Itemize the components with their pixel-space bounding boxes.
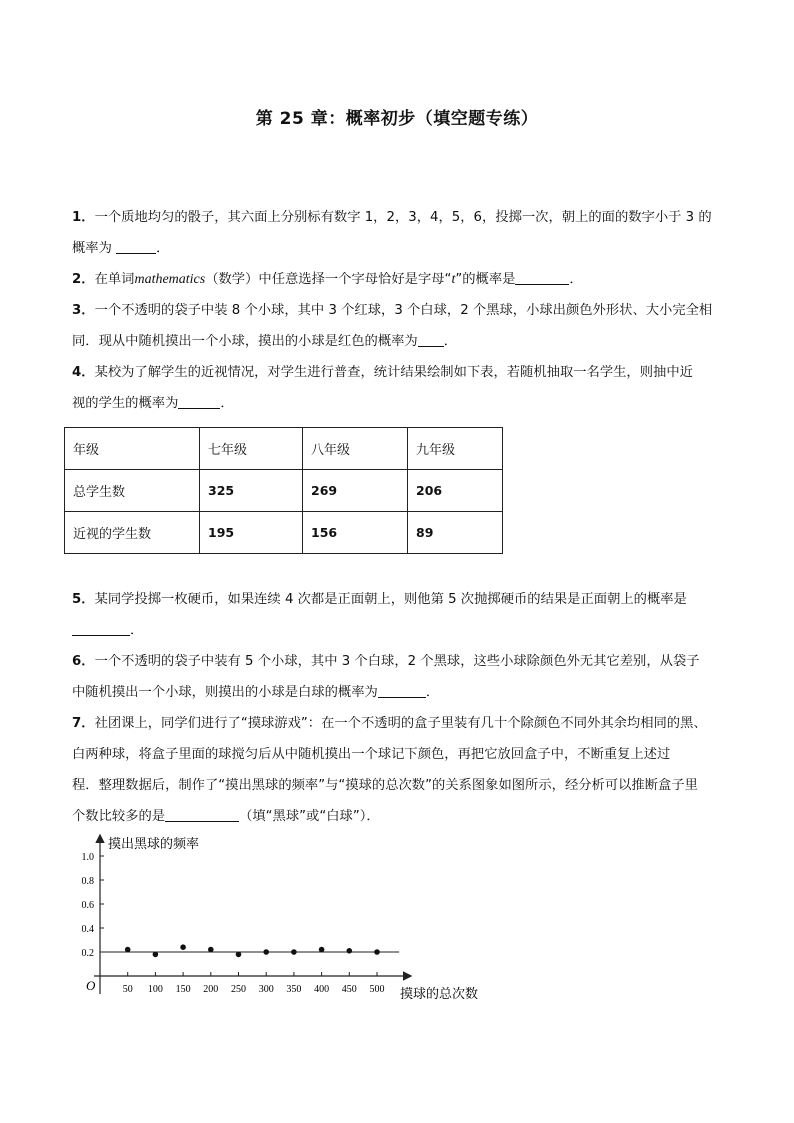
question-text: ． [443,334,458,349]
x-axis-label: 摸球的总次数 [400,986,479,1001]
question-text: 视的学生的概率为 [72,396,179,411]
question-text: 一个质地均匀的骰子，其六面上分别标有数字 1，2，3，4，5，6，投掷一次，朝上的面的数字小于 3 的 [94,210,712,225]
y-tick-label: 0.4 [81,924,94,935]
x-tick-label: 100 [147,984,163,995]
question-list [72,202,724,832]
table-row [65,512,503,554]
question-3 [72,295,724,357]
question-number: 2． [72,272,95,287]
frequency-chart-svg [72,830,492,1006]
table-row-label: 近视的学生数 [65,512,200,554]
question-text: ． [425,685,440,700]
y-tick-label: 0.8 [81,876,94,887]
data-point [153,952,159,958]
question-text: 同．现从中随机摸出一个小球，摸出的小球是红色的概率为 [72,334,418,349]
letter-t: t [451,272,456,287]
question-text: 程．整理数据后，制作了“摸出黑球的频率”与“摸球的总次数”的关系图象如图所示，经分析可以推断盒子里 [72,778,698,793]
word-mathematics: mathematics [134,272,206,287]
data-point [347,948,353,954]
y-axis-label: 摸出黑球的频率 [108,836,200,851]
answer-blank [515,270,569,285]
x-tick-label: 450 [341,984,357,995]
question-text: 某校为了解学生的近视情况，对学生进行普查，统计结果绘制如下表，若随机抽取一名学生，则抽中近 [94,365,693,380]
data-point [374,949,380,955]
question-text: ． [156,241,170,256]
table-row-label: 总学生数 [65,470,200,512]
question-text: 概率为 [72,241,117,256]
question-7 [72,708,724,832]
data-point [236,952,242,958]
x-tick-label: 500 [369,984,385,995]
question-1 [72,202,724,264]
question-number: 3． [72,303,95,318]
y-tick-label: 1.0 [81,852,94,863]
table-cell: 206 [408,470,503,512]
table-header-cell: 七年级 [200,428,303,470]
table-header-row [65,428,503,470]
question-text: 白两种球，将盒子里面的球搅匀后从中随机摸出一个球记下颜色，再把它放回盒子中，不断重复上述过 [72,747,671,762]
question-text: ”的概率是 [455,272,516,287]
x-tick-label: 200 [203,984,219,995]
table-cell: 156 [303,512,408,554]
answer-blank [165,807,239,822]
question-5 [72,584,724,646]
chart-marks [82,852,400,995]
data-point [263,949,269,955]
y-tick-label: 0.2 [81,948,94,959]
frequency-chart [72,830,492,1010]
table-cell: 325 [200,470,303,512]
table-header-cell: 年级 [65,428,200,470]
x-tick-label: 50 [122,984,133,995]
table-header-cell: 九年级 [408,428,503,470]
page-title: 第 25 章：概率初步（填空题专练） [255,109,539,129]
question-text: （填“黑球”或“白球”）． [239,809,380,824]
question-number: 7． [72,716,95,731]
question-number: 5． [72,592,95,607]
question-text: 一个不透明的袋子中装 8 个小球，其中 3 个红球，3 个白球，2 个黑球，小球出颜色外形状、大小完全相 [94,303,713,318]
question-number: 6． [72,654,95,669]
question-text: 个数比较多的是 [72,809,166,824]
data-point [291,949,297,955]
x-tick-label: 400 [314,984,330,995]
table-cell: 195 [200,512,303,554]
question-2 [72,264,724,295]
x-tick-label: 250 [231,984,246,995]
x-tick-label: 150 [175,984,191,995]
question-text: 某同学投掷一枚硬币，如果连续 4 次都是正面朝上，则他第 5 次抛掷硬币的结果是正面朝上的概率是 [94,592,687,607]
question-4 [72,357,724,419]
question-number: 4． [72,365,95,380]
data-point [319,947,325,953]
data-point [180,944,186,950]
table-cell: 89 [408,512,503,554]
y-tick-label: 0.6 [81,900,94,911]
question-text: ． [220,396,234,411]
table-cell: 269 [303,470,408,512]
question-number: 1． [72,210,95,225]
origin-label: O [86,978,96,993]
answer-blank [116,239,156,254]
question-text: ． [569,272,583,287]
question-text: （数学）中任意选择一个字母恰好是字母“ [205,272,452,287]
data-point [125,947,131,953]
myopia-table [64,427,503,554]
answer-blank [418,332,444,347]
question-text: 中随机摸出一个小球，则摸出的小球是白球的概率为 [72,685,378,700]
question-text: 一个不透明的袋子中装有 5 个小球，其中 3 个白球，2 个黑球，这些小球除颜色外无其它差别，从袋子 [94,654,700,669]
table-header-cell: 八年级 [303,428,408,470]
answer-blank [178,394,220,409]
question-6 [72,646,724,708]
question-text: 社团课上，同学们进行了“摸球游戏”：在一个不透明的盒子里装有几十个除颜色不同外其余均相同的黑、 [94,716,707,731]
data-point [208,947,214,953]
answer-blank [378,683,426,698]
x-tick-label: 300 [258,984,274,995]
answer-blank [72,621,130,636]
question-text: ． [130,623,144,638]
table-row [65,470,503,512]
question-text: 在单词 [94,272,135,287]
x-tick-label: 350 [286,984,302,995]
